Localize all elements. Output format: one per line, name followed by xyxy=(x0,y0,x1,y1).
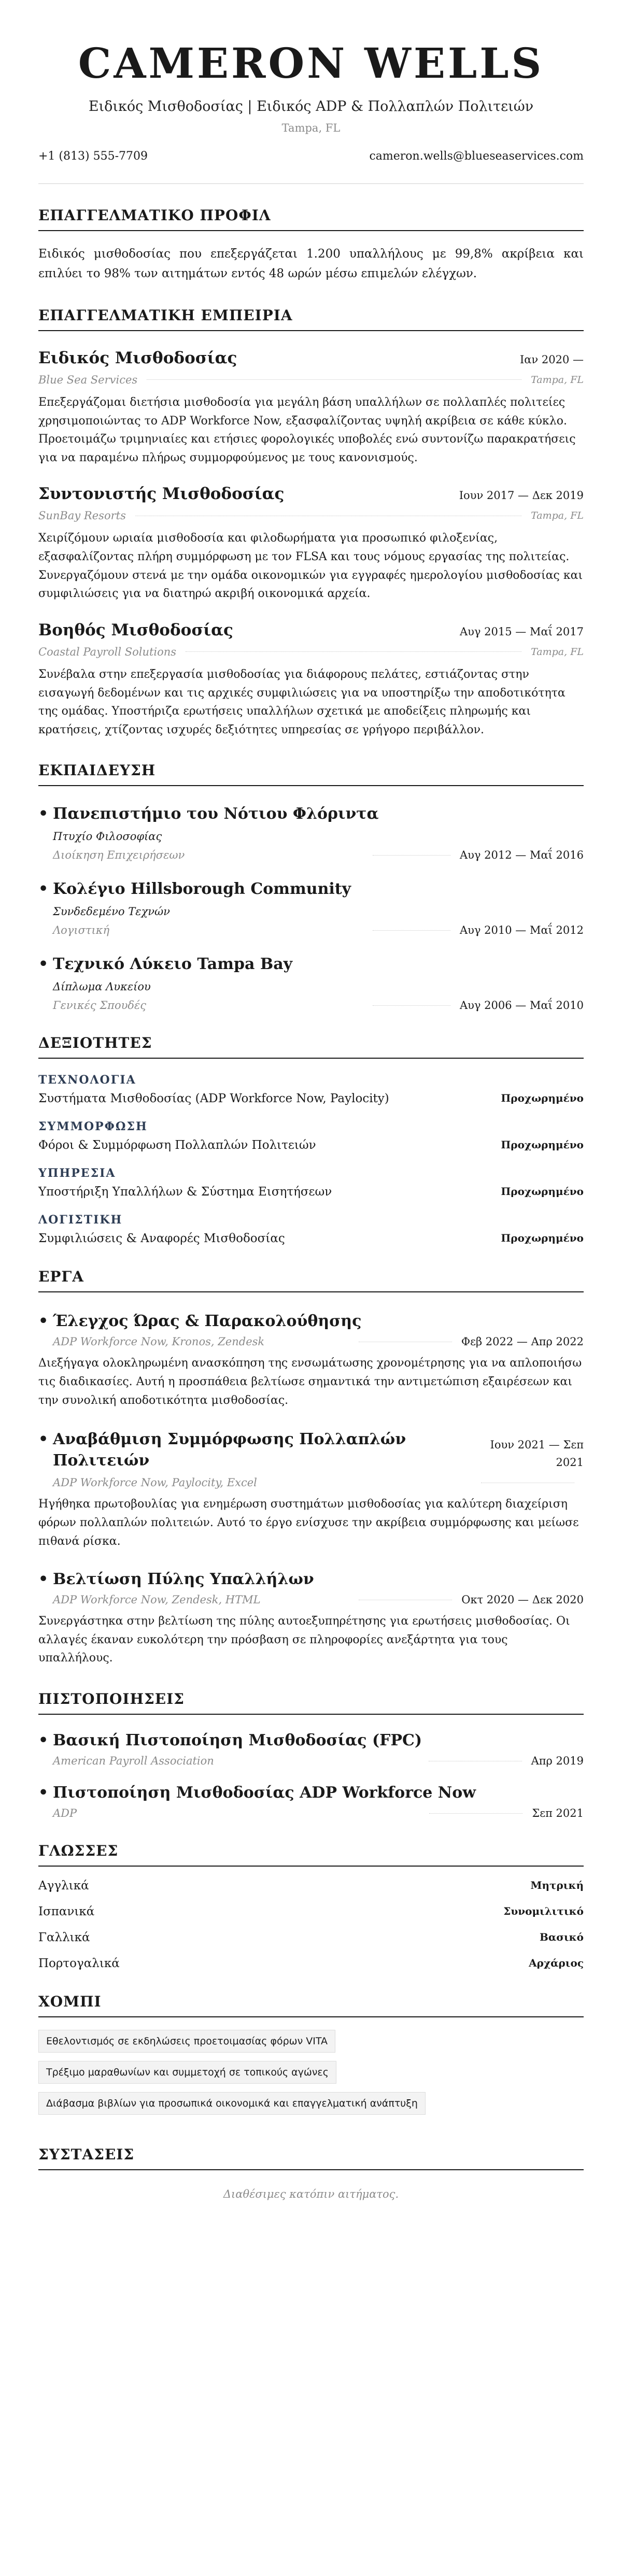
certification-date: Απρ 2019 xyxy=(531,1755,584,1767)
school-name: Τεχνικό Λύκειο Tampa Bay xyxy=(53,955,293,974)
section-title: ΓΛΩΣΣΕΣ xyxy=(38,1842,584,1867)
project-entry xyxy=(38,1312,584,1410)
skill-name: Υποστήριξη Υπαλλήλων & Σύστημα Εισητήσεων xyxy=(38,1185,332,1199)
language-level: Συνομιλιτικό xyxy=(503,1905,584,1917)
hobbies-section xyxy=(38,1993,584,2123)
degree: Πτυχίο Φιλοσοφίας xyxy=(53,830,162,843)
certification-name: Πιστοποίηση Μισθοδοσίας ADP Workforce Now xyxy=(53,1784,476,1802)
certification-date: Σεπ 2021 xyxy=(532,1807,584,1819)
project-dates: Ιουν 2021 — Σεπ 2021 xyxy=(490,1439,584,1469)
job-location: Tampa, FL xyxy=(531,374,584,386)
projects-section xyxy=(38,1268,584,1668)
project-tech: ADP Workforce Now, Zendesk, HTML xyxy=(53,1593,261,1606)
job-title: Ειδικός Μισθοδοσίας xyxy=(38,348,237,367)
project-dates: Οκτ 2020 — Δεκ 2020 xyxy=(461,1593,584,1606)
language-name: Πορτογαλικά xyxy=(38,1957,120,1970)
hobby-tag: Εθελοντισμός σε εκδηλώσεις προετοιμασίας φόρων VITA xyxy=(38,2030,335,2053)
skill-level: Προχωρημένο xyxy=(501,1092,584,1105)
education-entry xyxy=(38,955,584,1012)
bullet-icon: • xyxy=(38,1312,49,1331)
hobby-tag: Τρέξιμο μαραθωνίων και συμμετοχή σε τοπικούς αγώνες xyxy=(38,2061,336,2084)
job-description: Συνέβαλα στην επεξεργασία μισθοδοσίας για διάφορους πελάτες, εστιάζοντας στην εισαγωγή δεδομένων και τις αρχικές συμφιλιώσεις για να υποστηρίξω την αποδοτικότητα της ομάδας. Υποστήριζα ερωτήσεις υπαλλήλων σχετικά με αποδείξεις πληρωμής και κρατήσεις, χτίζοντας ισχυρές δεξιότητες υπηρεσίας σε γρήγορο περιβάλλον. xyxy=(38,667,566,736)
experience-entry xyxy=(38,621,584,739)
job-dates: Αυγ 2015 — Μαΐ 2017 xyxy=(460,625,584,638)
certifications-section xyxy=(38,1690,584,1819)
bullet-icon: • xyxy=(38,1731,49,1749)
language-name: Γαλλικά xyxy=(38,1931,90,1944)
education-entry xyxy=(38,880,584,936)
dotted-leader xyxy=(147,379,521,380)
section-title: ΣΥΣΤΑΣΕΙΣ xyxy=(38,2146,584,2170)
language-row xyxy=(38,1957,584,1970)
project-entry xyxy=(38,1570,584,1668)
contact-row xyxy=(38,150,584,184)
company-name: Coastal Payroll Solutions xyxy=(38,645,177,658)
references-section xyxy=(38,2146,584,2200)
job-description: Επεξεργάζομαι διετήσια μισθοδοσία για μεγάλη βάση υπαλλήλων σε πολλαπλές πολιτείες χρησιμοποιώντας το ADP Workforce Now, εξασφαλίζοντας υψηλή ακρίβεια σε κάθε κύκλο. Προετοιμάζω τριμηνιαίες και ετήσιες φορολογικές υποβολές ενώ συντονίζω παρακρατήσεις για να παραμένω πλήρως συμμορφούμενος με τους κανονισμούς. xyxy=(38,395,576,464)
skill-group xyxy=(38,1120,584,1152)
language-level: Αρχάριος xyxy=(529,1957,584,1969)
project-tech: ADP Workforce Now, Paylocity, Excel xyxy=(53,1476,257,1489)
skill-category: ΛΟΓΙΣΤΙΚΗ xyxy=(38,1213,123,1227)
certification-entry xyxy=(38,1731,584,1767)
language-row xyxy=(38,1931,584,1944)
email-address[interactable]: cameron.wells@blueseaservices.com xyxy=(369,150,584,163)
company-name: SunBay Resorts xyxy=(38,509,126,522)
language-row xyxy=(38,1879,584,1892)
school-name: Κολέγιο Hillsborough Community xyxy=(53,880,351,899)
skill-name: Συστήματα Μισθοδοσίας (ADP Workforce Now, Paylocity) xyxy=(38,1092,389,1106)
certification-issuer: ADP xyxy=(53,1807,77,1819)
skill-level: Προχωρημένο xyxy=(501,1185,584,1198)
resume-header xyxy=(38,40,584,134)
education-entry xyxy=(38,805,584,861)
skill-category: ΤΕΧΝΟΛΟΓΙΑ xyxy=(38,1073,136,1087)
section-title: ΕΠΑΓΓΕΛΜΑΤΙΚΟ ΠΡΟΦΙΛ xyxy=(38,207,584,231)
certification-issuer: American Payroll Association xyxy=(53,1755,214,1767)
bullet-icon: • xyxy=(38,1570,49,1589)
section-title: ΕΡΓΑ xyxy=(38,1268,584,1292)
hobby-tag: Διάβασμα βιβλίων για προσωπικά οικονομικά και επαγγελματική ανάπτυξη xyxy=(38,2092,426,2115)
education-dates: Αυγ 2006 — Μαΐ 2010 xyxy=(460,999,584,1012)
job-location: Tampa, FL xyxy=(531,510,584,522)
profile-section xyxy=(38,207,584,284)
languages-section xyxy=(38,1842,584,1970)
project-entry xyxy=(38,1429,584,1550)
field-of-study: Διοίκηση Επιχειρήσεων xyxy=(53,849,185,862)
education-section xyxy=(38,762,584,1012)
skill-name: Συμφιλιώσεις & Αναφορές Μισθοδοσίας xyxy=(38,1232,285,1246)
education-dates: Αυγ 2010 — Μαΐ 2012 xyxy=(460,924,584,937)
section-title: ΠΙΣΤΟΠΟΙΗΣΕΙΣ xyxy=(38,1690,584,1715)
language-name: Αγγλικά xyxy=(38,1879,89,1892)
job-dates: Ιουν 2017 — Δεκ 2019 xyxy=(459,489,584,502)
skill-level: Προχωρημένο xyxy=(501,1232,584,1245)
job-title: Συντονιστής Μισθοδοσίας xyxy=(38,485,285,504)
certification-name: Βασική Πιστοποίηση Μισθοδοσίας (FPC) xyxy=(53,1731,422,1749)
skills-section xyxy=(38,1034,584,1245)
bullet-icon: • xyxy=(38,1430,49,1449)
degree: Συνδεδεμένο Τεχνών xyxy=(53,905,170,918)
degree: Δίπλωμα Λυκείου xyxy=(53,980,151,993)
job-location: Tampa, FL xyxy=(531,646,584,658)
section-title: ΕΚΠΑΙΔΕΥΣΗ xyxy=(38,762,584,786)
bullet-icon: • xyxy=(38,1784,49,1802)
project-tech: ADP Workforce Now, Kronos, Zendesk xyxy=(53,1335,265,1348)
certification-entry xyxy=(38,1784,584,1819)
section-title: ΔΕΞΙΟΤΗΤΕΣ xyxy=(38,1034,584,1059)
experience-section xyxy=(38,307,584,739)
references-note: Διαθέσιμες κατόπιν αιτήματος. xyxy=(223,2188,399,2200)
skill-category: ΥΠΗΡΕΣΙΑ xyxy=(38,1166,116,1180)
language-name: Ισπανικά xyxy=(38,1905,95,1918)
candidate-tagline: Ειδικός Μισθοδοσίας | Ειδικός ADP & Πολλαπλών Πολιτειών xyxy=(88,98,534,115)
skill-level: Προχωρημένο xyxy=(501,1138,584,1151)
project-name: Αναβάθμιση Συμμόρφωσης Πολλαπλών Πολιτειών xyxy=(53,1430,406,1470)
field-of-study: Λογιστική xyxy=(53,924,110,937)
skill-group xyxy=(38,1213,584,1245)
project-description: Συνεργάστηκα στην βελτίωση της πύλης αυτοεξυπηρέτησης για ερωτήσεις μισθοδοσίας. Οι αλλαγές έκαναν ευκολότερη την πρόσβαση σε πληροφορίες ανεξάρτητα για τους υπαλλήλους. xyxy=(38,1615,570,1665)
skill-name: Φόροι & Συμμόρφωση Πολλαπλών Πολιτειών xyxy=(38,1138,316,1152)
skill-group xyxy=(38,1166,584,1199)
skill-category: ΣΥΜΜΟΡΦΩΣΗ xyxy=(38,1120,148,1134)
education-dates: Αυγ 2012 — Μαΐ 2016 xyxy=(460,849,584,862)
language-row xyxy=(38,1905,584,1918)
experience-entry xyxy=(38,349,584,467)
dotted-leader xyxy=(186,651,521,652)
bullet-icon: • xyxy=(38,805,49,823)
skill-group xyxy=(38,1073,584,1105)
field-of-study: Γενικές Σπουδές xyxy=(53,999,147,1012)
project-name: Βελτίωση Πύλης Υπαλλήλων xyxy=(53,1570,314,1589)
candidate-name: CAMERON WELLS xyxy=(78,39,544,88)
candidate-location: Tampa, FL xyxy=(281,122,341,134)
job-dates: Ιαν 2020 — xyxy=(519,353,584,366)
language-level: Μητρική xyxy=(530,1879,584,1891)
school-name: Πανεπιστήμιο του Νότιου Φλόριντα xyxy=(53,805,379,823)
section-title: ΧΟΜΠΙ xyxy=(38,1993,584,2017)
job-title: Βοηθός Μισθοδοσίας xyxy=(38,620,233,639)
bullet-icon: • xyxy=(38,955,49,974)
job-description: Χειρίζόμουν ωριαία μισθοδοσία και φιλοδωρήματα για προσωπικό φιλοξενίας, εξασφαλίζοντας πλήρη συμμόρφωση με τον FLSA και τους νόμους εργασίας της πολιτείας. Συνεργαζόμουν στενά με την ομάδα οικονομικών για εγγραφές ημερολογίου μισθοδοσίας και συμφιλιώσεις για να διατηρώ ακριβή οικονομικά αρχεία. xyxy=(38,532,583,601)
project-description: Διεξήγαγα ολοκληρωμένη ανασκόπηση της ενσωμάτωσης χρονομέτρησης για να απλοποιήσω τις διαδικασίες. Αυτή η προσπάθεια βελτίωσε σημαντικά την αντιμετώπιση εξαιρέσεων και την συνολική αποδοτικότητα μισθοδοσίας. xyxy=(38,1357,582,1407)
company-name: Blue Sea Services xyxy=(38,373,138,386)
experience-entry xyxy=(38,485,584,603)
project-description: Ηγήθηκα πρωτοβουλίας για ενημέρωση συστημάτων μισθοδοσίας για καλύτερη διαχείριση φόρων πολλαπλών πολιτειών. Αυτό το έργο ενίσχυσε την ακρίβεια συμμόρφωσης και μείωσε πιθανά ρίσκα. xyxy=(38,1498,579,1548)
project-name: Έλεγχος Ώρας & Παρακολούθησης xyxy=(53,1312,362,1331)
language-level: Βασικό xyxy=(539,1931,584,1943)
profile-summary: Ειδικός μισθοδοσίας που επεξεργάζεται 1.200 υπαλλήλους με 99,8% ακρίβεια και επιλύει το 98% των αιτημάτων εντός 48 ωρών μέσω επιμελών ελέγχων. xyxy=(38,247,584,280)
section-title: ΕΠΑΓΓΕΛΜΑΤΙΚΗ ΕΜΠΕΙΡΙΑ xyxy=(38,307,584,331)
bullet-icon: • xyxy=(38,880,49,899)
project-dates: Φεβ 2022 — Απρ 2022 xyxy=(461,1335,584,1348)
phone-number[interactable]: +1 (813) 555-7709 xyxy=(38,150,148,163)
